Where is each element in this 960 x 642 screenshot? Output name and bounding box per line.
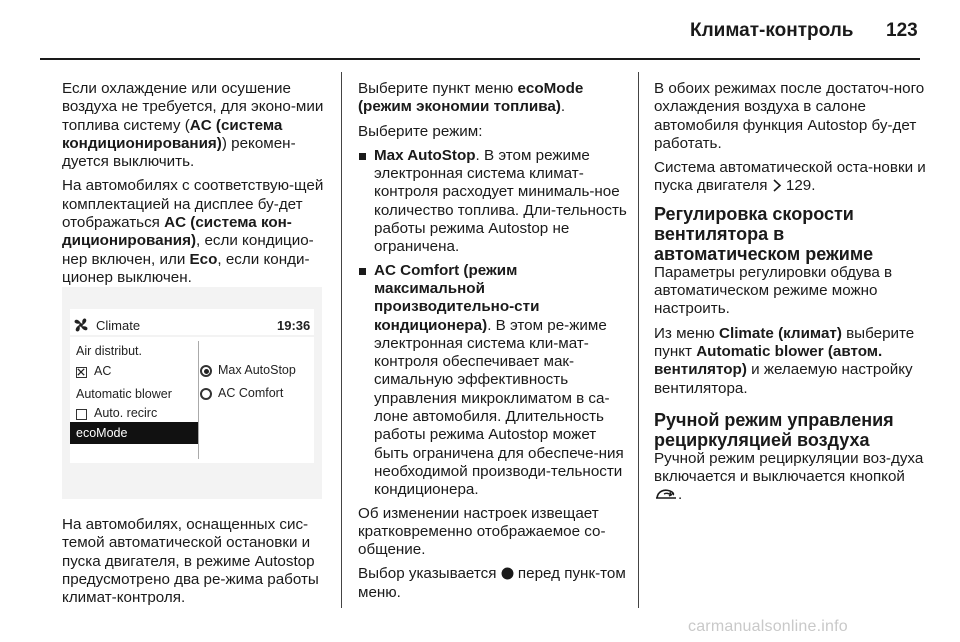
- menu-item-auto-recirc[interactable]: Auto. recirc: [94, 406, 158, 420]
- column-2: [358, 80, 628, 608]
- paragraph: Ручной режим рециркуляции воз-духа включается и выключается кнопкой .: [654, 449, 924, 504]
- page-header: [0, 0, 960, 58]
- paragraph: Если охлаждение или осушение воздуха не требуется, для эконо-мии топлива систему (AC (система кондиционирования)) рекомен-дуется выключить.: [62, 80, 324, 171]
- max-autostop-radio[interactable]: [200, 365, 212, 377]
- paragraph: Параметры регулировки обдува в автоматическом режиме можно настроить.: [654, 263, 893, 318]
- section-heading: Регулировка скорости вентилятора в автоматическом режиме: [654, 203, 874, 264]
- fan-icon: [72, 316, 90, 334]
- menu-item-ecomode[interactable]: ecoMode: [70, 422, 198, 444]
- list-item: AC Comfort (режим максимальной производительно-сти кондиционера). В этом ре-жиме электронная система кли-мат-контроля обеспечивает мак-симальную эффективность управления микроклиматом в са-лоне автомобиля. Длительность работы режима Autostop может быть ограничена для обеспече-ния необходимой производи-тельности кондиционера.: [358, 262, 628, 500]
- ac-checkbox[interactable]: [76, 367, 87, 378]
- paragraph: Система автоматической оста-новки и пуска двигателя 129.: [654, 159, 926, 195]
- paragraph: Из меню Climate (климат) выберите пункт Automatic blower (автом. вентилятор) и желаемую настройку вентилятора.: [654, 324, 915, 397]
- paragraph: На автомобилях с соответствую-щей комплектацией на дисплее бу-дет отображаться AC (система кон-диционирования), если кондицио-нер включен, или Eco, если конди-ционер выключен.: [62, 177, 324, 286]
- paragraph: На автомобилях, оснащенных сис-темой автоматической остановки и пуска двигателя, в режиме Autostop предусмотрено два ре-жима работы климат-контроля.: [62, 516, 319, 607]
- screen-separator: [198, 341, 199, 459]
- column-1: [62, 80, 334, 293]
- climate-screen-figure: [62, 287, 322, 499]
- auto-recirc-checkbox[interactable]: [76, 409, 87, 420]
- section-heading: Ручной режим управления рециркуляцией воздуха: [654, 409, 894, 450]
- page-number: 123: [886, 20, 918, 41]
- column-divider-2: [638, 72, 639, 608]
- ac-comfort-radio[interactable]: [200, 388, 212, 400]
- menu-item-air-distribution[interactable]: Air distribut.: [76, 344, 142, 358]
- paragraph: Выберите режим:: [358, 122, 483, 140]
- bullet-icon: [359, 153, 366, 160]
- recirculation-icon: [654, 487, 678, 501]
- screen-clock: 19:36: [277, 318, 311, 333]
- paragraph: В обоих режимах после достаточ-ного охлаждения воздуха в салоне автомобиля функция Autostop бу-дет работать.: [654, 80, 925, 152]
- list-item: Max AutoStop. В этом режиме электронная система климат-контроля расходует минималь-ное количество топлива. Дли-тельность работы режима Autostop не ограничена.: [358, 147, 628, 257]
- check-icon: [77, 368, 85, 376]
- filled-circle-icon: [501, 567, 514, 580]
- page-title: Климат-контроль: [690, 20, 854, 41]
- screen-title: Climate: [96, 318, 141, 333]
- header-rule: [40, 58, 920, 60]
- paragraph: Об изменении настроек извещает кратковременно отображаемое со-общение.: [358, 504, 606, 559]
- watermark: carmanualsonline.info: [688, 618, 848, 635]
- option-max-autostop[interactable]: Max AutoStop: [218, 363, 296, 377]
- bullet-icon: [359, 268, 366, 275]
- column-3: [654, 80, 926, 511]
- column-divider-1: [341, 72, 342, 608]
- column-1-lower: [62, 516, 334, 613]
- menu-item-ac[interactable]: AC: [94, 364, 112, 378]
- paragraph: Выбор указывается перед пунк-том меню.: [358, 565, 626, 601]
- menu-item-automatic-blower[interactable]: Automatic blower: [76, 387, 172, 401]
- option-ac-comfort[interactable]: AC Comfort: [218, 386, 284, 400]
- page-reference-icon: [772, 179, 782, 192]
- paragraph: Выберите пункт меню ecoMode (режим экономии топлива).: [358, 80, 584, 116]
